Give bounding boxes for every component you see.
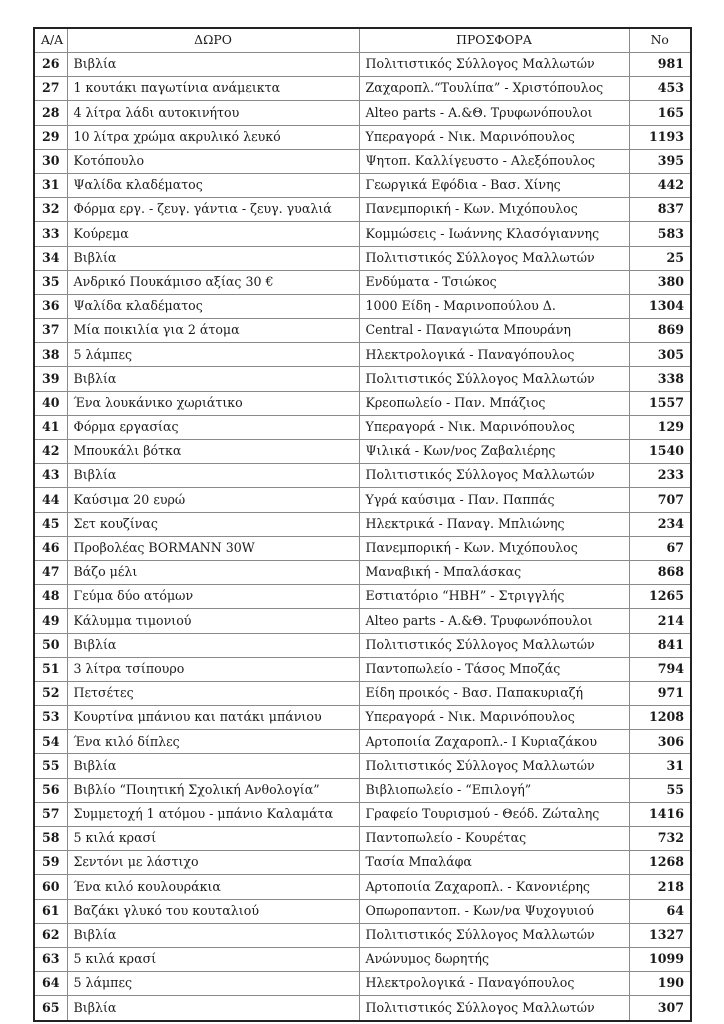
offer-cell: Ενδύματα - Τσιώκος: [359, 270, 629, 294]
ticket-number-cell: 453: [629, 77, 691, 101]
table-row: [34, 972, 691, 996]
gift-cell: Ψαλίδα κλαδέματος: [67, 294, 359, 318]
row-number: 49: [34, 609, 67, 633]
offer-cell: Μαναβική - Μπαλάσκας: [359, 560, 629, 584]
offer-cell: 1000 Είδη - Μαρινοπούλου Δ.: [359, 294, 629, 318]
offer-cell: Πολιτιστικός Σύλλογος Μαλλωτών: [359, 246, 629, 270]
table-row: [34, 730, 691, 754]
row-number: 47: [34, 560, 67, 584]
table-row: [34, 512, 691, 536]
row-number: 65: [34, 996, 67, 1021]
row-number: 36: [34, 294, 67, 318]
gift-cell: Πετσέτες: [67, 681, 359, 705]
ticket-number-cell: 794: [629, 657, 691, 681]
ticket-number-cell: 214: [629, 609, 691, 633]
offer-cell: Πολιτιστικός Σύλλογος Μαλλωτών: [359, 923, 629, 947]
offer-cell: Alteo parts - Α.&Θ. Τρυφωνόπουλοι: [359, 101, 629, 125]
gift-cell: 5 κιλά κρασί: [67, 947, 359, 971]
ticket-number-cell: 338: [629, 367, 691, 391]
gift-cell: 5 λάμπες: [67, 972, 359, 996]
row-number: 58: [34, 827, 67, 851]
ticket-number-cell: 1099: [629, 947, 691, 971]
offer-cell: Πολιτιστικός Σύλλογος Μαλλωτών: [359, 464, 629, 488]
table-row: [34, 851, 691, 875]
table-row: [34, 440, 691, 464]
row-number: 57: [34, 802, 67, 826]
offer-cell: Είδη προικός - Βασ. Παπακυριαζή: [359, 681, 629, 705]
ticket-number-cell: 1193: [629, 125, 691, 149]
row-number: 53: [34, 706, 67, 730]
ticket-number-cell: 707: [629, 488, 691, 512]
table-row: [34, 560, 691, 584]
ticket-number-cell: 1268: [629, 851, 691, 875]
table-row: [34, 585, 691, 609]
gift-cell: Ένα κιλό κουλουράκια: [67, 875, 359, 899]
row-number: 34: [34, 246, 67, 270]
offer-cell: Πανεμπορική - Κων. Μιχόπουλος: [359, 198, 629, 222]
ticket-number-cell: 67: [629, 536, 691, 560]
ticket-number-cell: 732: [629, 827, 691, 851]
gift-cell: Κουρτίνα μπάνιου και πατάκι μπάνιου: [67, 706, 359, 730]
ticket-number-cell: 583: [629, 222, 691, 246]
offer-cell: Πολιτιστικός Σύλλογος Μαλλωτών: [359, 633, 629, 657]
ticket-number-cell: 1416: [629, 802, 691, 826]
offer-cell: Οπωροπαντοπ. - Κων/να Ψυχογυιού: [359, 899, 629, 923]
row-number: 31: [34, 173, 67, 197]
gift-cell: 3 λίτρα τσίπουρο: [67, 657, 359, 681]
gift-cell: Βιβλία: [67, 633, 359, 657]
gift-cell: Βιβλίο “Ποιητική Σχολική Ανθολογία”: [67, 778, 359, 802]
table-row: [34, 827, 691, 851]
offer-cell: Βιβλιοπωλείο - “Επιλογή”: [359, 778, 629, 802]
gift-cell: Βιβλία: [67, 996, 359, 1021]
table-row: [34, 125, 691, 149]
table-row: [34, 996, 691, 1021]
gift-cell: Κοτόπουλο: [67, 149, 359, 173]
gift-cell: Βάζο μέλι: [67, 560, 359, 584]
offer-cell: Ηλεκτρολογικά - Παναγόπουλος: [359, 972, 629, 996]
ticket-number-cell: 165: [629, 101, 691, 125]
table-row: [34, 488, 691, 512]
table-row: [34, 367, 691, 391]
row-number: 42: [34, 440, 67, 464]
row-number: 63: [34, 947, 67, 971]
ticket-number-cell: 395: [629, 149, 691, 173]
header-offer: ΠΡΟΣΦΟΡΑ: [359, 28, 629, 53]
offer-cell: Ηλεκτρικά - Παναγ. Μπλιώνης: [359, 512, 629, 536]
gift-cell: Βιβλία: [67, 53, 359, 77]
row-number: 51: [34, 657, 67, 681]
row-number: 35: [34, 270, 67, 294]
ticket-number-cell: 841: [629, 633, 691, 657]
ticket-number-cell: 981: [629, 53, 691, 77]
row-number: 29: [34, 125, 67, 149]
table-row: [34, 391, 691, 415]
offer-cell: Πολιτιστικός Σύλλογος Μαλλωτών: [359, 754, 629, 778]
gift-cell: Κάλυμμα τιμονιού: [67, 609, 359, 633]
table-header-row: [34, 28, 691, 53]
ticket-number-cell: 1540: [629, 440, 691, 464]
offer-cell: Ψητοπ. Καλλίγευστο - Αλεξόπουλος: [359, 149, 629, 173]
row-number: 27: [34, 77, 67, 101]
table-row: [34, 415, 691, 439]
row-number: 60: [34, 875, 67, 899]
table-row: [34, 319, 691, 343]
offer-cell: Ψιλικά - Κων/νος Ζαβαλιέρης: [359, 440, 629, 464]
gift-cell: Μία ποικιλία για 2 άτομα: [67, 319, 359, 343]
table-row: [34, 609, 691, 633]
table-row: [34, 464, 691, 488]
gift-cell: 4 λίτρα λάδι αυτοκινήτου: [67, 101, 359, 125]
table-row: [34, 947, 691, 971]
offer-cell: Τασία Μπαλάφα: [359, 851, 629, 875]
ticket-number-cell: 971: [629, 681, 691, 705]
gift-cell: Βιβλία: [67, 923, 359, 947]
offer-cell: Alteo parts - Α.&Θ. Τρυφωνόπουλοι: [359, 609, 629, 633]
gift-cell: Βαζάκι γλυκό του κουταλιού: [67, 899, 359, 923]
offer-cell: Ανώνυμος δωρητής: [359, 947, 629, 971]
row-number: 26: [34, 53, 67, 77]
offer-cell: Υπεραγορά - Νικ. Μαρινόπουλος: [359, 415, 629, 439]
table-row: [34, 633, 691, 657]
gift-cell: 10 λίτρα χρώμα ακρυλικό λευκό: [67, 125, 359, 149]
ticket-number-cell: 1327: [629, 923, 691, 947]
table-row: [34, 173, 691, 197]
offer-cell: Πανεμπορική - Κων. Μιχόπουλος: [359, 536, 629, 560]
ticket-number-cell: 380: [629, 270, 691, 294]
ticket-number-cell: 31: [629, 754, 691, 778]
row-number: 64: [34, 972, 67, 996]
row-number: 59: [34, 851, 67, 875]
offer-cell: Αρτοποιία Ζαχαροπλ.- Ι Κυριαζάκου: [359, 730, 629, 754]
offer-cell: Παντοπωλείο - Τάσος Μποζάς: [359, 657, 629, 681]
gifts-table: [33, 27, 692, 1022]
row-number: 32: [34, 198, 67, 222]
gift-cell: Ένα κιλό δίπλες: [67, 730, 359, 754]
header-aa: Α/Α: [34, 28, 67, 53]
header-gift: ΔΩΡΟ: [67, 28, 359, 53]
row-number: 48: [34, 585, 67, 609]
table-row: [34, 899, 691, 923]
ticket-number-cell: 190: [629, 972, 691, 996]
row-number: 61: [34, 899, 67, 923]
offer-cell: Υπεραγορά - Νικ. Μαρινόπουλος: [359, 706, 629, 730]
gift-cell: 1 κουτάκι παγωτίνια ανάμεικτα: [67, 77, 359, 101]
ticket-number-cell: 837: [629, 198, 691, 222]
ticket-number-cell: 55: [629, 778, 691, 802]
ticket-number-cell: 218: [629, 875, 691, 899]
table-row: [34, 77, 691, 101]
table-row: [34, 222, 691, 246]
ticket-number-cell: 129: [629, 415, 691, 439]
offer-cell: Κρεοπωλείο - Παν. Μπάζιος: [359, 391, 629, 415]
gift-cell: Βιβλία: [67, 367, 359, 391]
gift-cell: Ανδρικό Πουκάμισο αξίας 30 €: [67, 270, 359, 294]
ticket-number-cell: 233: [629, 464, 691, 488]
gift-cell: Φόρμα εργασίας: [67, 415, 359, 439]
ticket-number-cell: 1265: [629, 585, 691, 609]
gift-cell: Κούρεμα: [67, 222, 359, 246]
offer-cell: Ηλεκτρολογικά - Παναγόπουλος: [359, 343, 629, 367]
ticket-number-cell: 1208: [629, 706, 691, 730]
row-number: 38: [34, 343, 67, 367]
row-number: 28: [34, 101, 67, 125]
gift-cell: Βιβλία: [67, 246, 359, 270]
table-row: [34, 149, 691, 173]
table-row: [34, 657, 691, 681]
gift-cell: Βιβλία: [67, 754, 359, 778]
ticket-number-cell: 305: [629, 343, 691, 367]
offer-cell: Αρτοποιία Ζαχαροπλ. - Κανονιέρης: [359, 875, 629, 899]
table-row: [34, 754, 691, 778]
offer-cell: Γραφείο Τουρισμού - Θεόδ. Ζώταλης: [359, 802, 629, 826]
table-row: [34, 875, 691, 899]
row-number: 44: [34, 488, 67, 512]
ticket-number-cell: 64: [629, 899, 691, 923]
gift-cell: Σεντόνι με λάστιχο: [67, 851, 359, 875]
gift-cell: Ένα λουκάνικο χωριάτικο: [67, 391, 359, 415]
offer-cell: Πολιτιστικός Σύλλογος Μαλλωτών: [359, 53, 629, 77]
table-row: [34, 778, 691, 802]
row-number: 54: [34, 730, 67, 754]
offer-cell: Υγρά καύσιμα - Παν. Παππάς: [359, 488, 629, 512]
row-number: 52: [34, 681, 67, 705]
row-number: 56: [34, 778, 67, 802]
ticket-number-cell: 869: [629, 319, 691, 343]
table-row: [34, 923, 691, 947]
row-number: 55: [34, 754, 67, 778]
table-row: [34, 270, 691, 294]
ticket-number-cell: 1304: [629, 294, 691, 318]
gift-cell: Σετ κουζίνας: [67, 512, 359, 536]
row-number: 45: [34, 512, 67, 536]
gift-cell: Μπουκάλι βότκα: [67, 440, 359, 464]
offer-cell: Εστιατόριο “ΗΒΗ” - Στριγγλής: [359, 585, 629, 609]
ticket-number-cell: 234: [629, 512, 691, 536]
header-no: No: [629, 28, 691, 53]
gift-cell: Γεύμα δύο ατόμων: [67, 585, 359, 609]
table-row: [34, 198, 691, 222]
gift-cell: Ψαλίδα κλαδέματος: [67, 173, 359, 197]
row-number: 39: [34, 367, 67, 391]
row-number: 40: [34, 391, 67, 415]
row-number: 50: [34, 633, 67, 657]
table-row: [34, 294, 691, 318]
offer-cell: Γεωργικά Εφόδια - Βασ. Χίνης: [359, 173, 629, 197]
table-row: [34, 101, 691, 125]
row-number: 33: [34, 222, 67, 246]
row-number: 62: [34, 923, 67, 947]
gift-cell: Συμμετοχή 1 ατόμου - μπάνιο Καλαμάτα: [67, 802, 359, 826]
row-number: 37: [34, 319, 67, 343]
table-row: [34, 681, 691, 705]
offer-cell: Πολιτιστικός Σύλλογος Μαλλωτών: [359, 367, 629, 391]
table-row: [34, 246, 691, 270]
gift-cell: Καύσιμα 20 ευρώ: [67, 488, 359, 512]
gift-cell: Φόρμα εργ. - ζευγ. γάντια - ζευγ. γυαλιά: [67, 198, 359, 222]
ticket-number-cell: 442: [629, 173, 691, 197]
ticket-number-cell: 868: [629, 560, 691, 584]
offer-cell: Πολιτιστικός Σύλλογος Μαλλωτών: [359, 996, 629, 1021]
row-number: 46: [34, 536, 67, 560]
offer-cell: Ζαχαροπλ.“Τουλίπα” - Χριστόπουλος: [359, 77, 629, 101]
table-body: [34, 53, 691, 1021]
table-row: [34, 536, 691, 560]
table-row: [34, 53, 691, 77]
ticket-number-cell: 307: [629, 996, 691, 1021]
gift-cell: 5 κιλά κρασί: [67, 827, 359, 851]
table-row: [34, 343, 691, 367]
ticket-number-cell: 1557: [629, 391, 691, 415]
offer-cell: Παντοπωλείο - Κουρέτας: [359, 827, 629, 851]
ticket-number-cell: 25: [629, 246, 691, 270]
offer-cell: Central - Παναγιώτα Μπουράνη: [359, 319, 629, 343]
table-row: [34, 706, 691, 730]
gift-cell: 5 λάμπες: [67, 343, 359, 367]
table-row: [34, 802, 691, 826]
offer-cell: Κομμώσεις - Ιωάννης Κλασόγιαννης: [359, 222, 629, 246]
row-number: 43: [34, 464, 67, 488]
gift-cell: Βιβλία: [67, 464, 359, 488]
row-number: 41: [34, 415, 67, 439]
ticket-number-cell: 306: [629, 730, 691, 754]
gift-cell: Προβολέας BORMANN 30W: [67, 536, 359, 560]
row-number: 30: [34, 149, 67, 173]
offer-cell: Υπεραγορά - Νικ. Μαρινόπουλος: [359, 125, 629, 149]
